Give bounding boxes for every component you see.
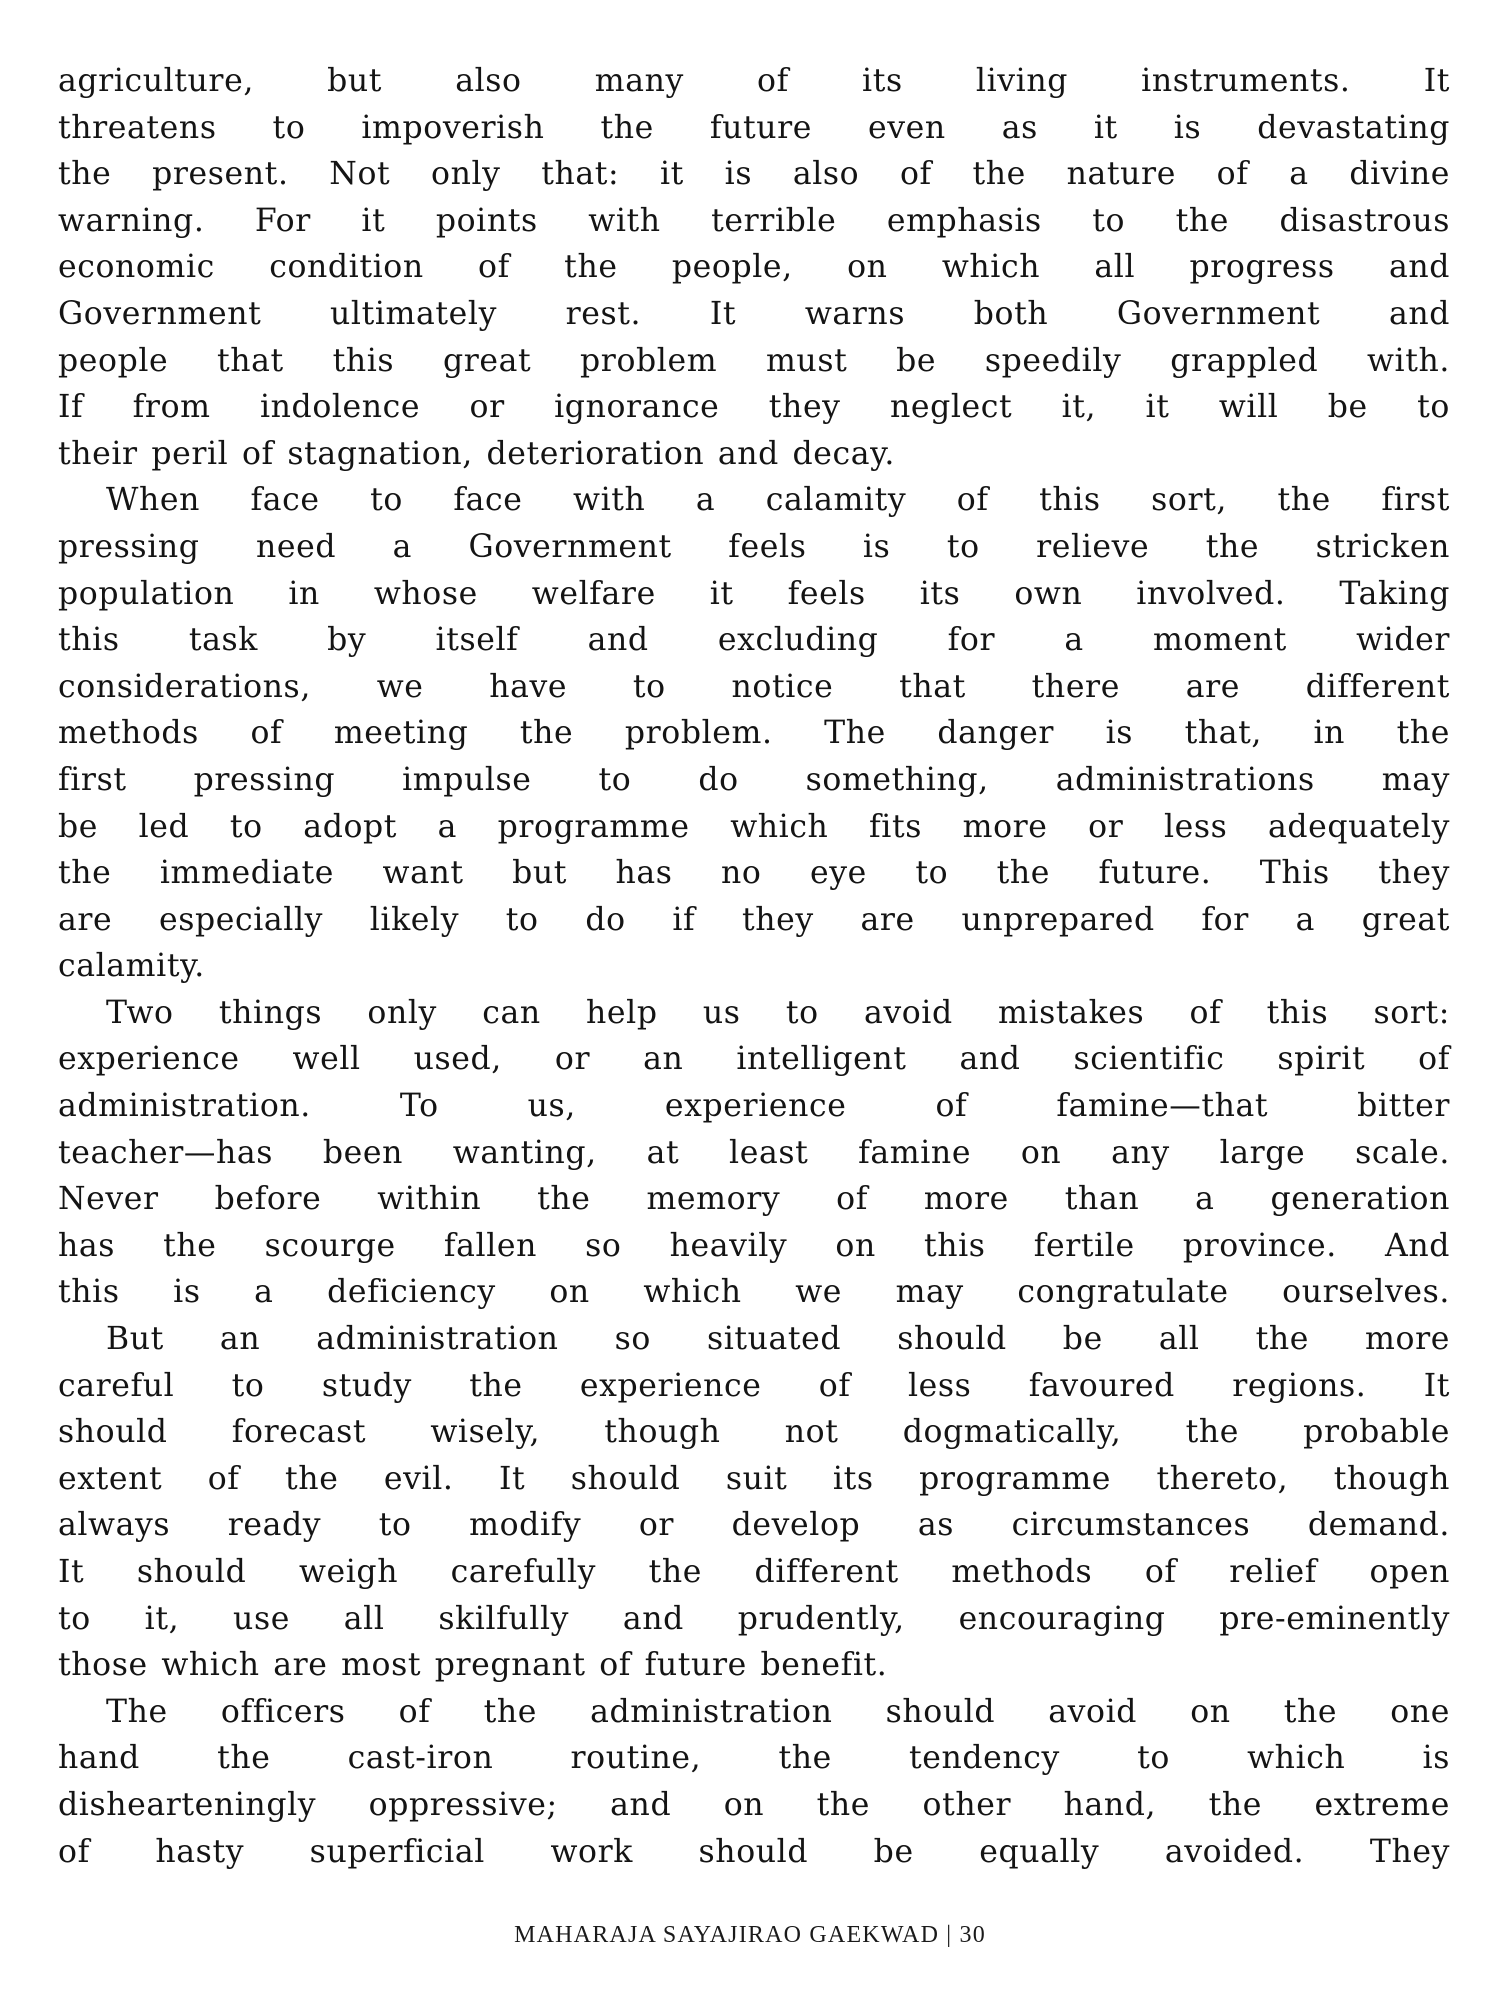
text-line: dishearteningly oppressive; and on the other hand, the extreme bbox=[58, 1786, 1450, 1823]
page-footer: MAHARAJA SAYAJIRAO GAEKWAD | 30 bbox=[514, 1922, 986, 1948]
body-text bbox=[58, 58, 1450, 1875]
text-line: first pressing impulse to do something, administrations may bbox=[58, 761, 1450, 798]
text-line: the present. Not only that: it is also of the nature of a divine bbox=[58, 156, 1450, 193]
paragraph-3 bbox=[58, 990, 1450, 1316]
text-line: calamity. bbox=[58, 948, 205, 985]
text-line: threatens to impoverish the future even as it is devastating bbox=[58, 109, 1450, 146]
paragraph-4 bbox=[58, 1316, 1450, 1689]
text-line: Never before within the memory of more than a generation bbox=[58, 1181, 1450, 1218]
text-line: Two things only can help us to avoid mistakes of this sort: bbox=[106, 994, 1450, 1031]
text-line: population in whose welfare it feels its own involved. Taking bbox=[58, 575, 1450, 612]
text-line: considerations, we have to notice that there are different bbox=[58, 668, 1450, 705]
text-line: are especially likely to do if they are unprepared for a great bbox=[58, 901, 1450, 938]
text-line: people that this great problem must be speedily grappled with. bbox=[58, 342, 1450, 379]
text-line: pressing need a Government feels is to relieve the stricken bbox=[58, 528, 1450, 565]
text-line: teacher—has been wanting, at least famine on any large scale. bbox=[58, 1134, 1450, 1171]
text-line: to it, use all skilfully and prudently, encouraging pre-eminently bbox=[58, 1600, 1450, 1637]
text-line: the immediate want but has no eye to the future. This they bbox=[58, 855, 1450, 892]
text-line: When face to face with a calamity of this sort, the first bbox=[106, 482, 1450, 519]
text-line: of hasty superficial work should be equally avoided. They bbox=[58, 1833, 1450, 1870]
paragraph-5 bbox=[58, 1689, 1450, 1875]
text-line: administration. To us, experience of famine—that bitter bbox=[58, 1088, 1450, 1125]
text-line: But an administration so situated should be all the more bbox=[106, 1321, 1450, 1358]
text-line: should forecast wisely, though not dogmatically, the probable bbox=[58, 1414, 1450, 1451]
text-line: It should weigh carefully the different methods of relief open bbox=[58, 1554, 1450, 1590]
text-line: their peril of stagnation, deterioration and decay. bbox=[58, 435, 895, 472]
text-line: methods of meeting the problem. The danger is that, in the bbox=[58, 715, 1450, 752]
paragraph-1 bbox=[58, 58, 1450, 477]
text-line: warning. For it points with terrible emphasis to the disastrous bbox=[58, 202, 1450, 239]
text-line: careful to study the experience of less favoured regions. It bbox=[58, 1367, 1450, 1404]
text-line: The officers of the administration should avoid on the one bbox=[106, 1693, 1450, 1730]
text-line: this is a deficiency on which we may congratulate ourselves. bbox=[58, 1274, 1450, 1311]
text-line: has the scourge fallen so heavily on this fertile province. And bbox=[58, 1227, 1450, 1264]
text-line: those which are most pregnant of future benefit. bbox=[58, 1647, 888, 1684]
text-line: If from indolence or ignorance they neglect it, it will be to bbox=[58, 389, 1450, 426]
text-line: economic condition of the people, on which all progress and bbox=[58, 249, 1450, 286]
paragraph-2 bbox=[58, 477, 1450, 990]
text-line: agriculture, but also many of its living instruments. It bbox=[58, 63, 1450, 99]
text-line: be led to adopt a programme which fits more or less adequately bbox=[58, 808, 1450, 845]
text-line: extent of the evil. It should suit its programme thereto, though bbox=[58, 1460, 1450, 1497]
text-line: Government ultimately rest. It warns both Government and bbox=[58, 295, 1450, 332]
text-line: experience well used, or an intelligent and scientific spirit of bbox=[58, 1041, 1450, 1078]
text-line: this task by itself and excluding for a moment wider bbox=[58, 622, 1450, 659]
text-line: always ready to modify or develop as circumstances demand. bbox=[58, 1507, 1450, 1544]
text-line: hand the cast-iron routine, the tendency to which is bbox=[58, 1740, 1450, 1777]
